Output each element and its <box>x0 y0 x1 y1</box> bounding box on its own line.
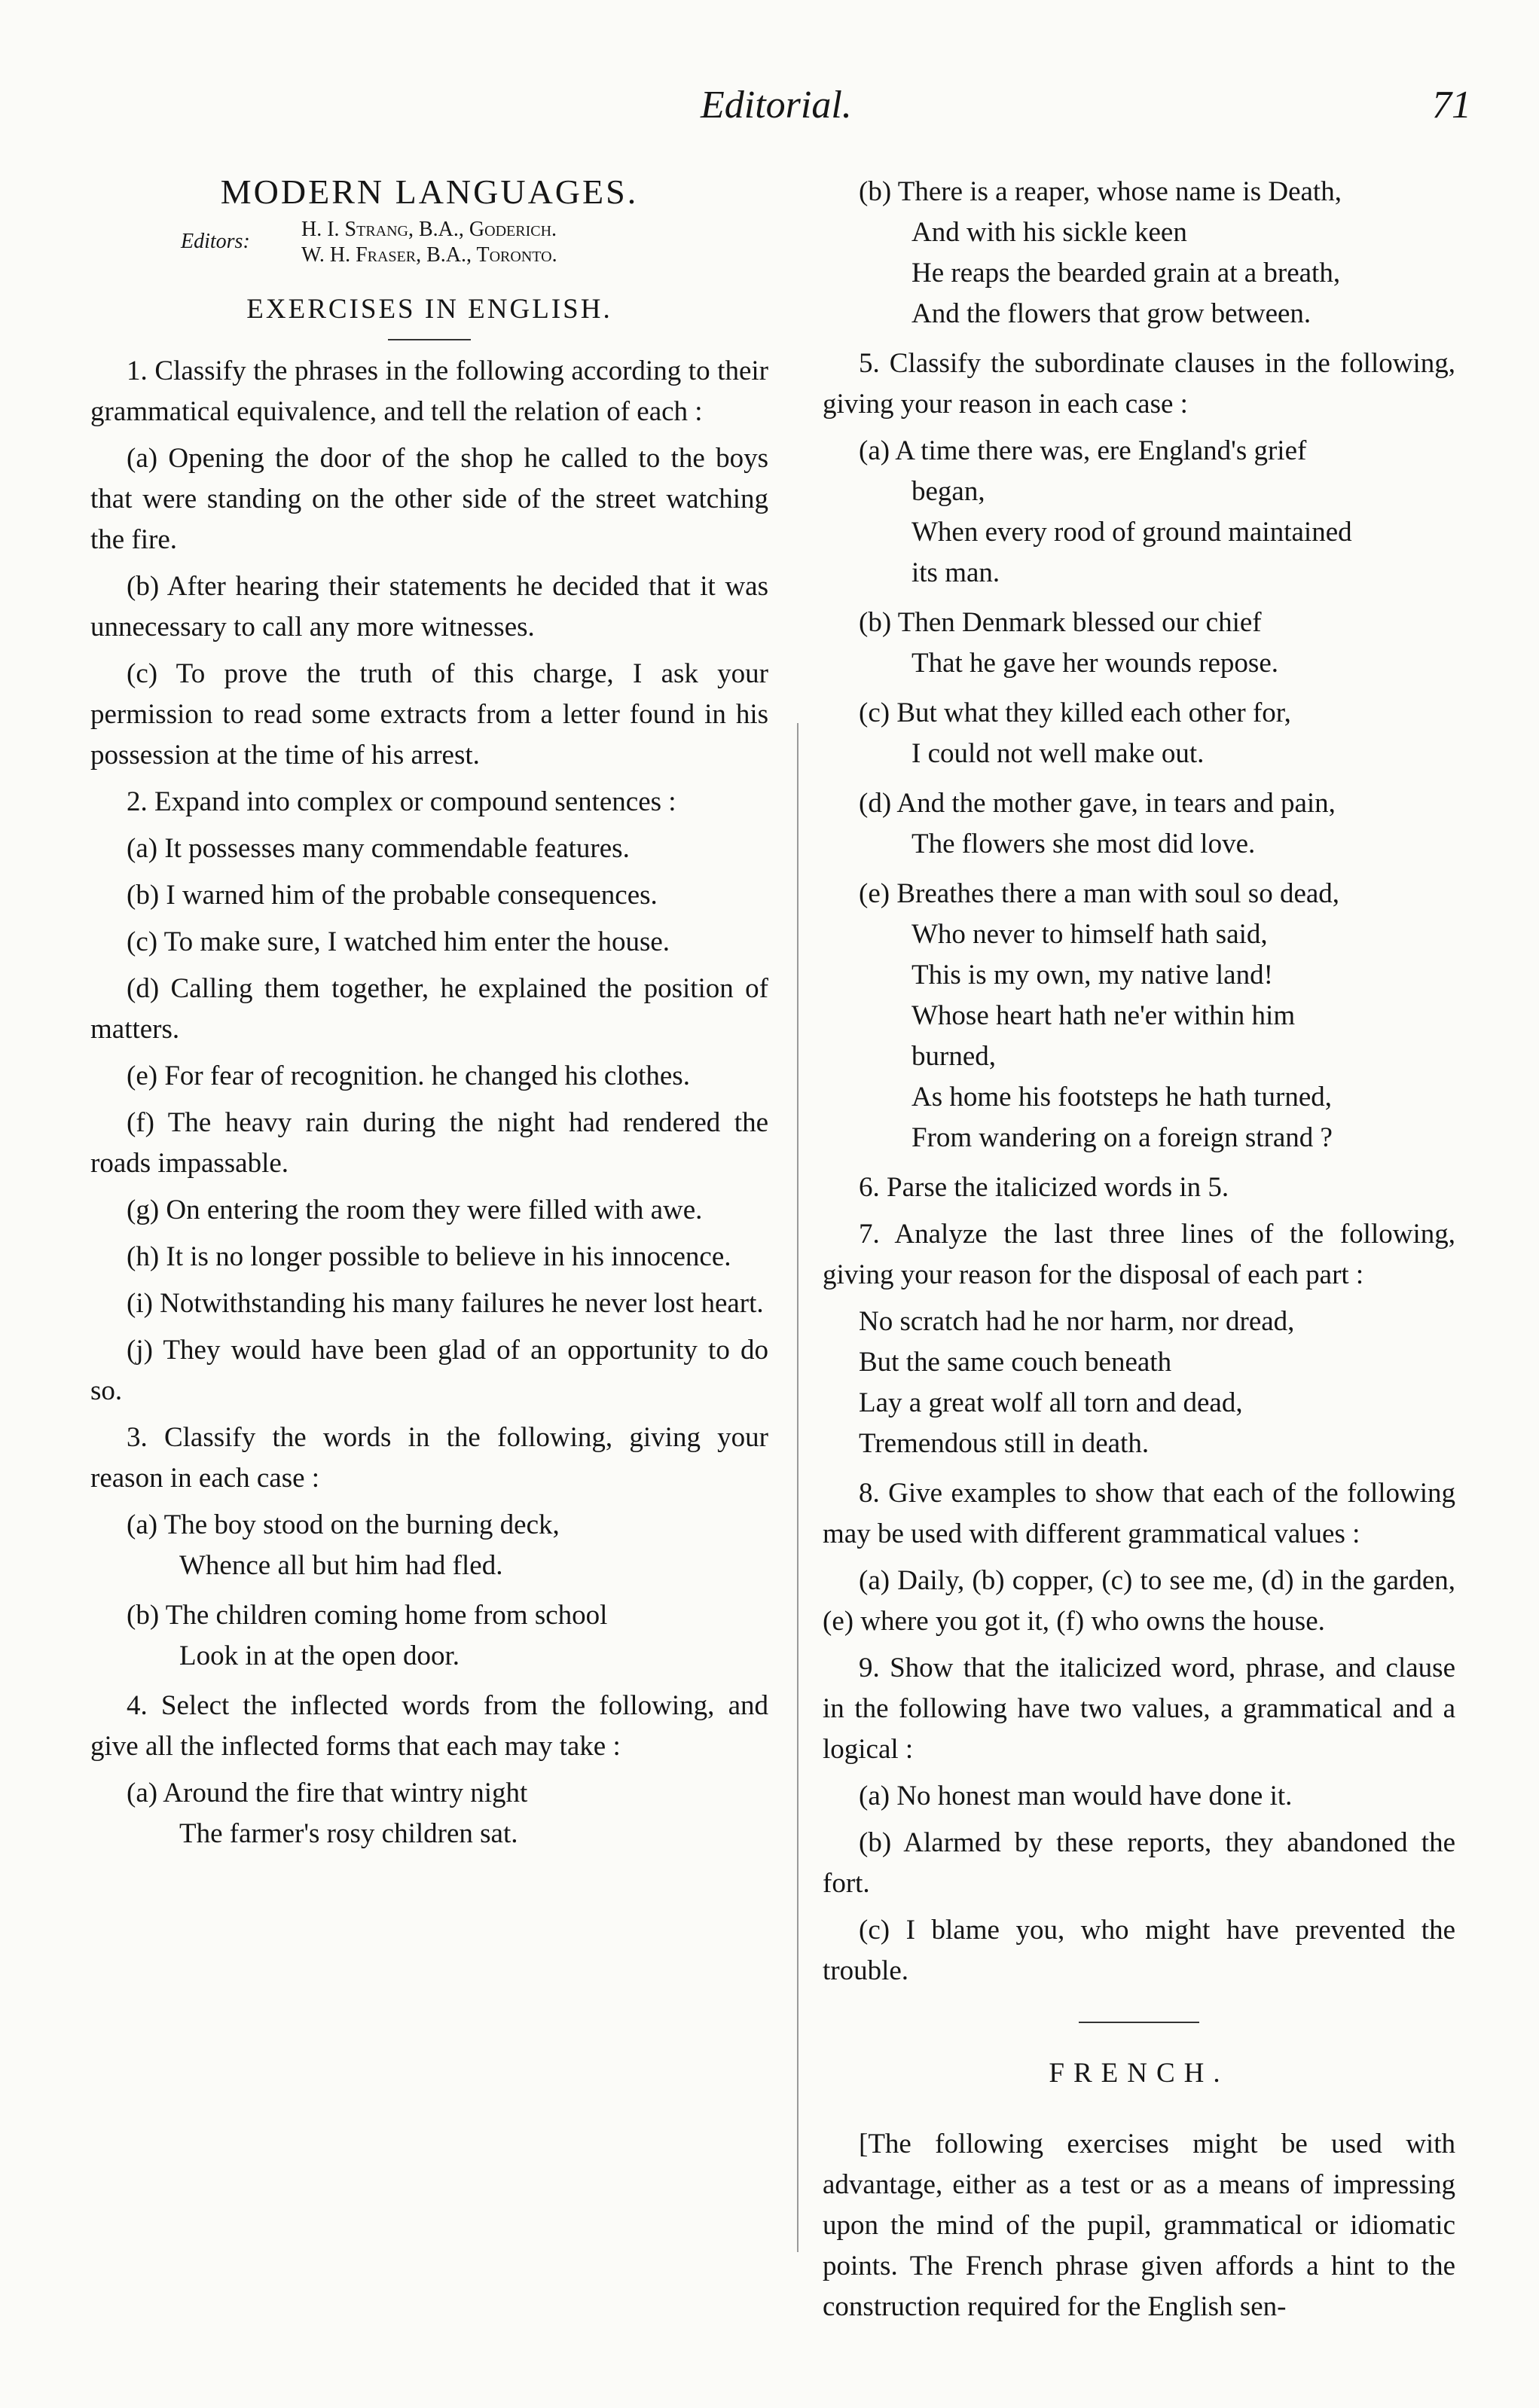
paragraph: (c) I blame you, who might have prevented the trouble. <box>823 1915 1455 1986</box>
paragraph: (c) To make sure, I watched him enter the house. <box>127 926 670 957</box>
verse-line: When every rood of ground maintained <box>911 517 1352 548</box>
paragraph: (b) I warned him of the probable consequences. <box>127 880 658 911</box>
paragraph: 2. Expand into complex or compound sentences : <box>127 786 676 817</box>
paragraph: (b) After hearing their statements he decided that it was unnecessary to call any more witnesses. <box>90 571 768 642</box>
paragraph: (a) It possesses many commendable features. <box>127 833 630 864</box>
editors-block <box>90 217 768 268</box>
paragraph: [The following exercises might be used with advantage, either as a test or as a means of impressing upon the mind of the pupil, grammatical or idiomatic points. The French phrase given affords a hint to the construction required for the English sen- <box>823 2129 1455 2322</box>
verse-line: Whence all but him had fled. <box>179 1550 503 1581</box>
paragraph: 7. Analyze the last three lines of the following, giving your reason for the disposal of each part : <box>823 1219 1455 1290</box>
verse-lines <box>823 1302 1455 1464</box>
verse-line: (a) Around the fire that wintry night <box>127 1778 528 1808</box>
verse-line: Look in at the open door. <box>179 1640 460 1671</box>
french-heading: FRENCH. <box>1049 2058 1229 2089</box>
verse-quote <box>90 1505 768 1586</box>
verse-line: its man. <box>911 557 1000 588</box>
editors-label: Editors: <box>181 230 250 253</box>
paragraph: (f) The heavy rain during the night had rendered the roads impassable. <box>90 1107 768 1179</box>
verse-line: But the same couch beneath <box>859 1347 1172 1378</box>
paragraph: 8. Give examples to show that each of the following may be used with different grammatical values : <box>823 1478 1455 1549</box>
paragraph: (e) For fear of recognition. he changed his clothes. <box>127 1061 690 1091</box>
verse-quote <box>90 1773 768 1854</box>
running-head <box>0 83 1539 143</box>
paragraph: 1. Classify the phrases in the following according to their grammatical equivalence, and tell the relation of each : <box>90 356 768 427</box>
verse-line: From wandering on a foreign strand ? <box>911 1122 1333 1153</box>
verse-line: (a) The boy stood on the burning deck, <box>127 1509 560 1540</box>
paragraph: (c) To prove the truth of this charge, I ask your permission to read some extracts from a letter found in his possession at the time of his arrest. <box>90 658 768 771</box>
verse-line: That he gave her wounds repose. <box>911 648 1278 679</box>
verse-line: (a) A time there was, ere England's grief <box>859 435 1307 466</box>
left-column <box>90 172 768 1863</box>
verse-line: Whose heart hath ne'er within him <box>911 1000 1296 1031</box>
verse-line: He reaps the bearded grain at a breath, <box>911 258 1341 288</box>
column-divider <box>797 723 799 2252</box>
subsection-title-text: EXERCISES IN ENGLISH. <box>246 294 612 325</box>
paragraph: (g) On entering the room they were filled with awe. <box>127 1195 703 1225</box>
page-number: 71 <box>1432 84 1471 127</box>
paragraph: 9. Show that the italicized word, phrase, and clause in the following have two values, a grammatical and a logical : <box>823 1653 1455 1765</box>
verse-line: (c) But what they killed each other for, <box>859 697 1291 728</box>
verse-quote <box>823 431 1455 594</box>
verse-line: began, <box>911 476 985 507</box>
verse-line: No scratch had he nor harm, nor dread, <box>859 1306 1295 1337</box>
verse-line: (b) Then Denmark blessed our chief <box>859 607 1262 638</box>
verse-quote <box>823 874 1455 1158</box>
paragraph: (d) Calling them together, he explained the position of matters. <box>90 973 768 1045</box>
section-title: MODERN LANGUAGES. <box>220 172 639 211</box>
verse-quote <box>823 783 1455 865</box>
paragraph: 4. Select the inflected words from the following, and give all the inflected forms that each may take : <box>90 1690 768 1762</box>
verse-line: (d) And the mother gave, in tears and pain, <box>859 788 1336 819</box>
paragraph: (i) Notwithstanding his many failures he never lost heart. <box>127 1288 764 1319</box>
verse-quote <box>823 693 1455 774</box>
verse-quote <box>823 603 1455 684</box>
verse-line: And with his sickle keen <box>911 217 1187 248</box>
paragraph: 6. Parse the italicized words in 5. <box>859 1172 1229 1203</box>
running-title: Editorial. <box>701 84 852 127</box>
verse-line: The flowers she most did love. <box>911 829 1256 859</box>
verse-line: As home his footsteps he hath turned, <box>911 1082 1332 1112</box>
verse-line: (b) The children coming home from school <box>127 1600 608 1631</box>
paragraph: (b) Alarmed by these reports, they abandoned the fort. <box>823 1827 1455 1899</box>
section-separator <box>1079 2022 1199 2023</box>
paragraph: (a) Opening the door of the shop he called to the boys that were standing on the other side of the street watching the fire. <box>90 443 768 555</box>
paragraph: (a) No honest man would have done it. <box>859 1781 1293 1811</box>
verse-quote <box>823 172 1455 334</box>
verse-line: Who never to himself hath said, <box>911 919 1268 950</box>
verse-line: Tremendous still in death. <box>859 1428 1150 1459</box>
verse-line: Lay a great wolf all torn and dead, <box>859 1387 1243 1418</box>
verse-quote <box>90 1595 768 1677</box>
paragraph: (j) They would have been glad of an opportunity to do so. <box>90 1335 768 1406</box>
verse-line: (b) There is a reaper, whose name is Death, <box>859 176 1342 207</box>
subsection-title <box>90 289 768 340</box>
verse-line: This is my own, my native land! <box>911 960 1273 990</box>
verse-line: The farmer's rosy children sat. <box>179 1818 518 1849</box>
editor-name: W. H. Fraser, B.A., Toronto. <box>301 243 557 267</box>
verse-line: I could not well make out. <box>911 738 1205 769</box>
verse-line: And the flowers that grow between. <box>911 298 1312 329</box>
paragraph: (a) Daily, (b) copper, (c) to see me, (d) in the garden, (e) where you got it, (f) who owns the house. <box>823 1565 1455 1637</box>
right-column <box>823 172 1455 2333</box>
editor-name: H. I. Strang, B.A., Goderich. <box>301 218 557 241</box>
paragraph: 5. Classify the subordinate clauses in the following, giving your reason in each case : <box>823 348 1455 420</box>
paragraph: (h) It is no longer possible to believe in his innocence. <box>127 1241 731 1272</box>
verse-line: (e) Breathes there a man with soul so dead, <box>859 878 1340 909</box>
paragraph: 3. Classify the words in the following, giving your reason in each case : <box>90 1422 768 1494</box>
verse-line: burned, <box>911 1041 996 1072</box>
